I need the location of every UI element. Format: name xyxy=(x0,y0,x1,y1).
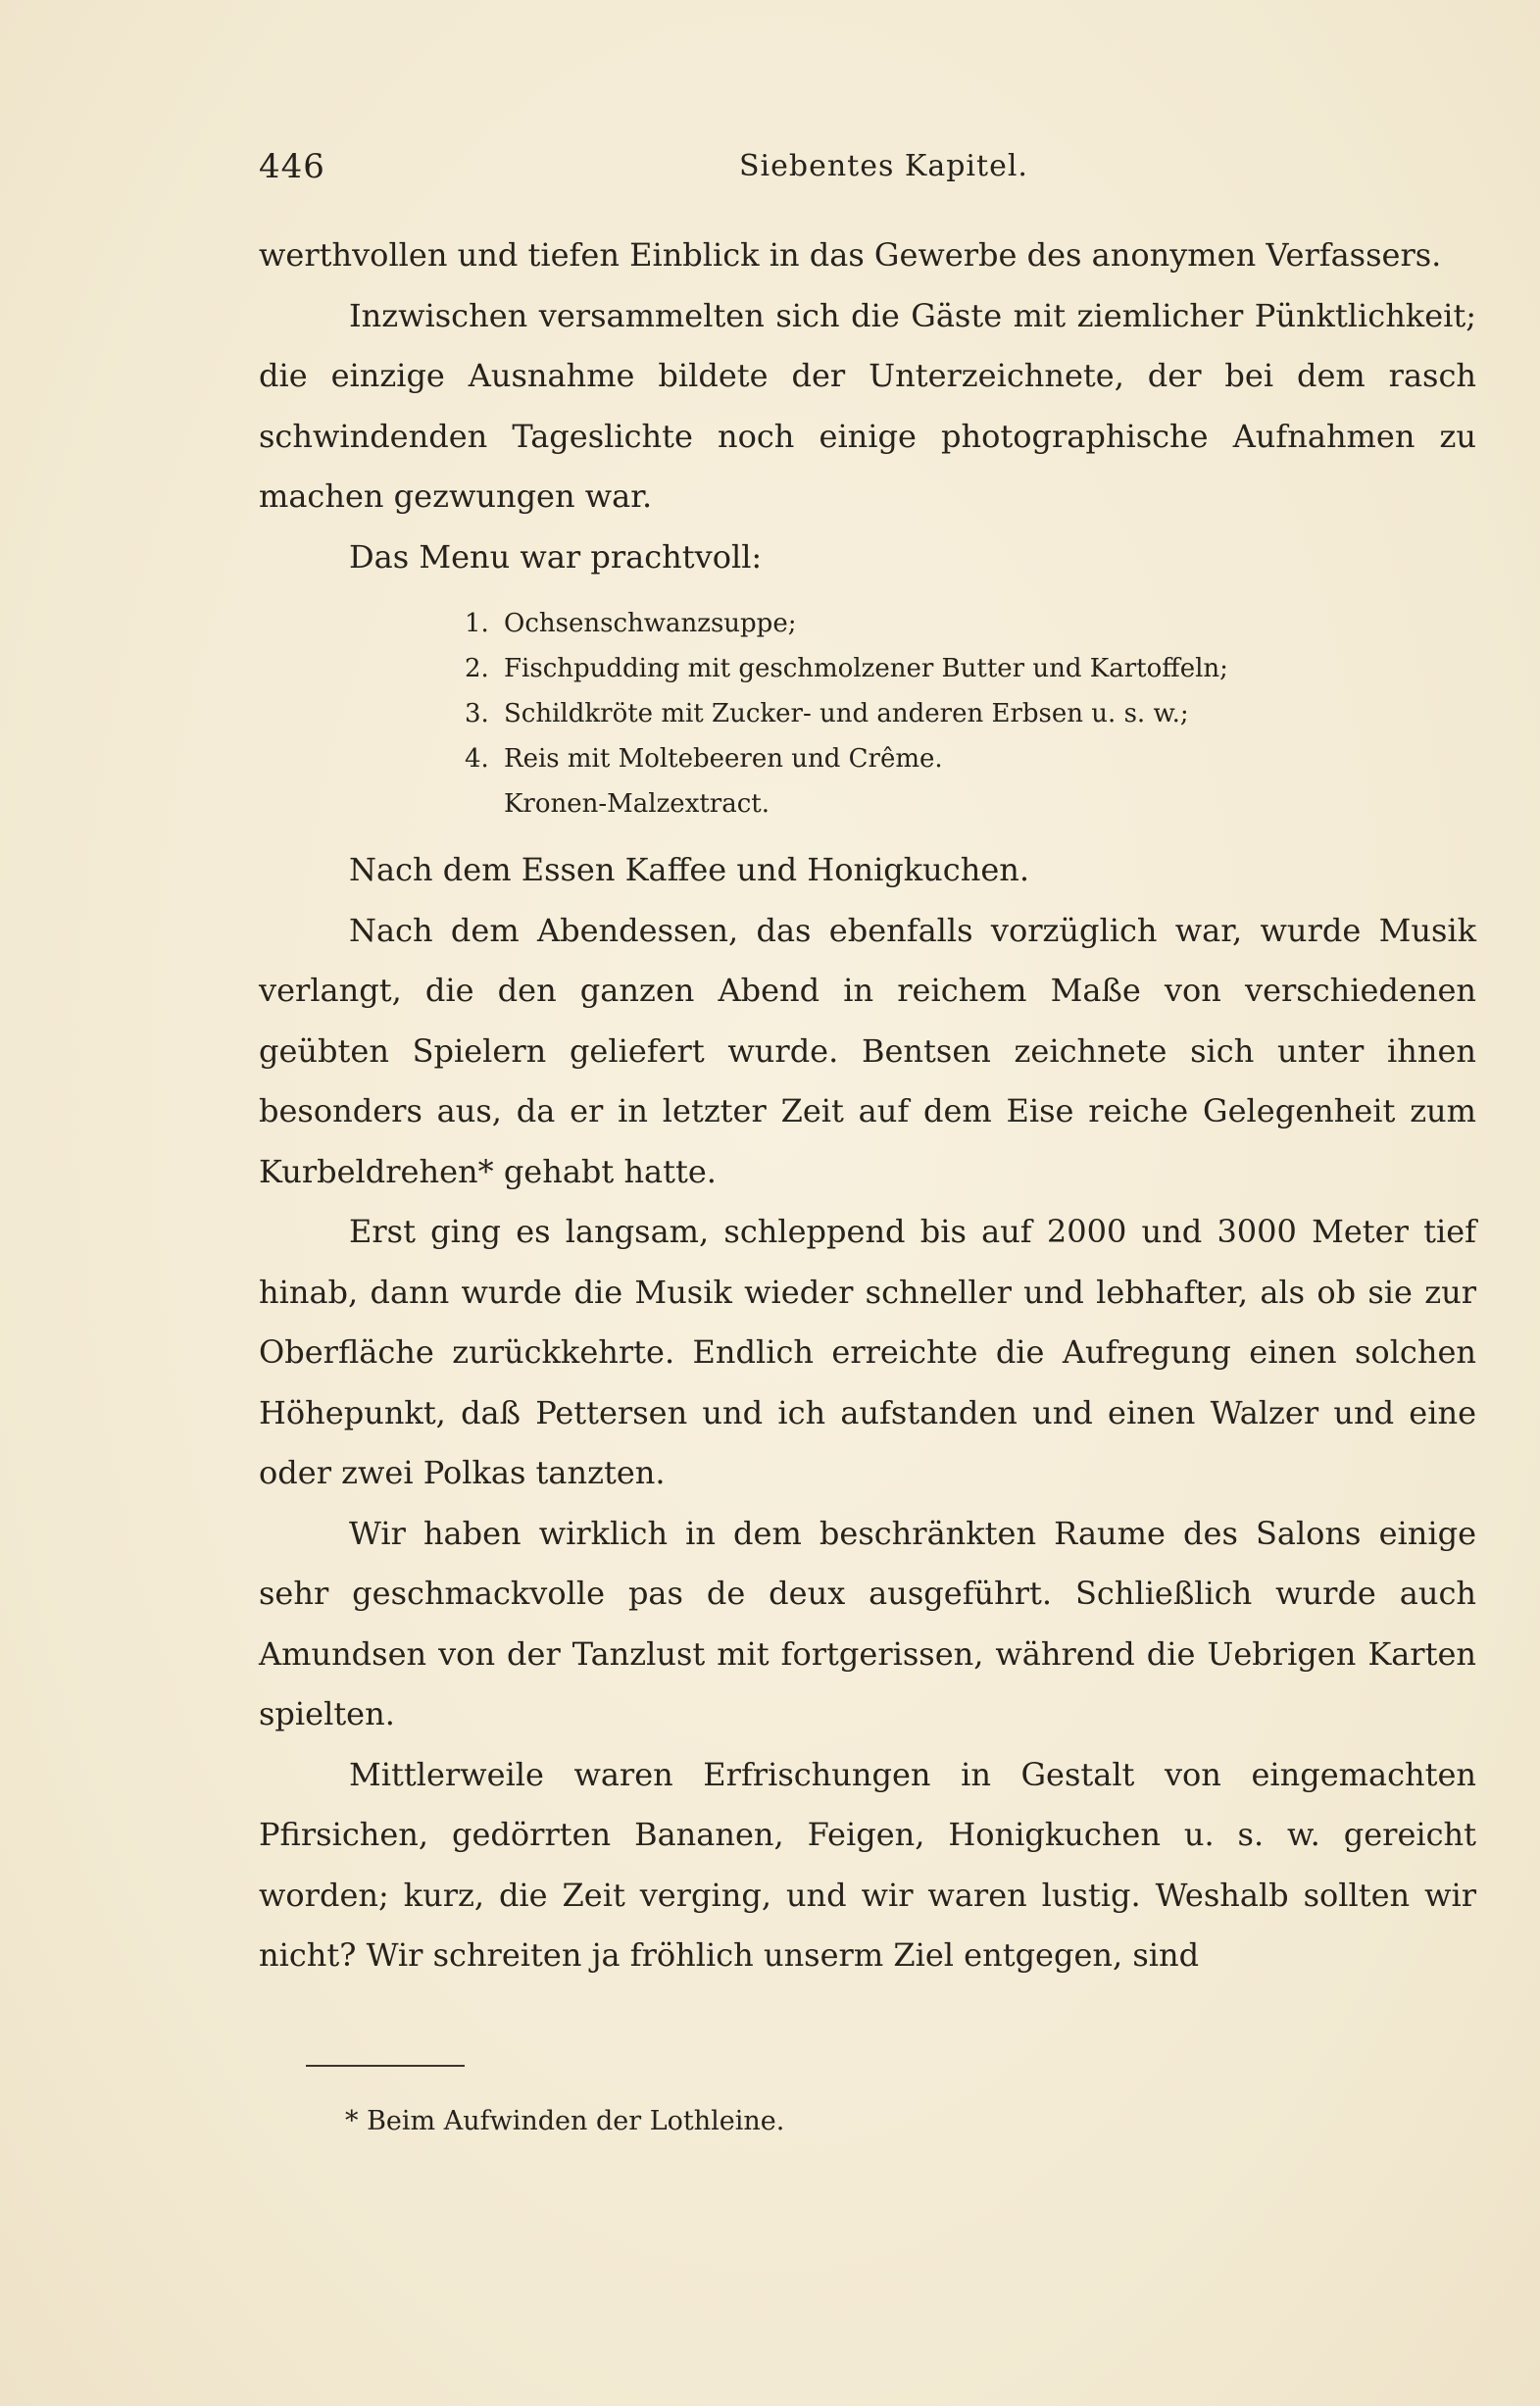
page-header xyxy=(259,147,1474,196)
menu-item-text: Reis mit Moltebeeren und Crême. xyxy=(504,744,943,774)
menu-item-text: Ochsenschwanzsuppe; xyxy=(504,609,797,638)
paragraph-6: Erst ging es langsam, schleppend bis auf 2000 und 3000 Meter tief hinab, dann wurde die Musik wieder schneller und lebhafter, als ob sie zur Oberfläche zurückkehrte. Endlich erreichte die Aufregung einen solchen Höhepunkt, daß Pettersen und ich aufstanden und einen Walzer und eine oder zwei Polkas tanzten. xyxy=(259,1213,1476,1491)
menu-item xyxy=(465,691,1476,736)
paragraph-4: Nach dem Essen Kaffee und Honigkuchen. xyxy=(349,851,1030,888)
paragraph-8: Mittlerweile waren Erfrischungen in Gestalt von eingemachten Pfirsichen, gedörrten Bananen, Feigen, Honigkuchen u. s. w. gereicht worden; kurz, die Zeit verging, und wir waren lustig. Weshalb sollten wir nicht? Wir schreiten ja fröhlich unserm Ziel entgegen, sind xyxy=(259,1755,1476,1974)
running-head: Siebentes Kapitel. xyxy=(739,149,1028,183)
paragraph-3: Das Menu war prachtvoll: xyxy=(349,537,763,576)
menu-item-number: 1. xyxy=(465,609,489,638)
menu-list xyxy=(465,601,1476,827)
menu-item xyxy=(465,601,1476,646)
body-text xyxy=(259,226,1476,1986)
paragraph-5: Nach dem Abendessen, das ebenfalls vorzüglich war, wurde Musik verlangt, die den ganzen Abend in reichem Maße von verschiedenen geübten Spielern geliefert wurde. Bentsen zeichnete sich unter ihnen besonders aus, da er in letzter Zeit auf dem Eise reiche Gelegenheit zum Kurbeldrehen* gehabt hatte. xyxy=(259,911,1476,1190)
menu-item-text: Fischpudding mit geschmolzener Butter und Kartoffeln; xyxy=(504,654,1228,683)
menu-item-number: 2. xyxy=(465,654,489,683)
menu-item-text: Schildkröte mit Zucker- und anderen Erbsen u. s. w.; xyxy=(504,699,1189,728)
menu-item-number: 4. xyxy=(465,744,489,774)
footnote: * Beim Aufwinden der Lothleine. xyxy=(345,2106,785,2136)
menu-item-number: 3. xyxy=(465,699,489,728)
footnote-divider xyxy=(306,2065,465,2067)
menu-item xyxy=(465,646,1476,691)
paragraph-1: werthvollen und tiefen Einblick in das Gewerbe des anonymen Verfassers. xyxy=(259,236,1442,274)
paragraph-7: Wir haben wirklich in dem beschränkten Raume des Salons einige sehr geschmackvolle pas de deux ausgeführt. Schließlich wurde auch Amundsen von der Tanzlust mit fortgerissen, während die Uebrigen Karten spielten. xyxy=(259,1514,1476,1732)
paragraph-2: Inzwischen versammelten sich die Gäste mit ziemlicher Pünktlichkeit; die einzige Ausnahme bildete der Unterzeichnete, der bei dem rasch schwindenden Tageslichte noch einige photographische Aufnahmen zu machen gezwungen war. xyxy=(259,296,1476,515)
menu-item xyxy=(465,736,1476,781)
page-number: 446 xyxy=(259,147,325,186)
menu-extra-item: Kronen-Malzextract. xyxy=(504,789,770,819)
